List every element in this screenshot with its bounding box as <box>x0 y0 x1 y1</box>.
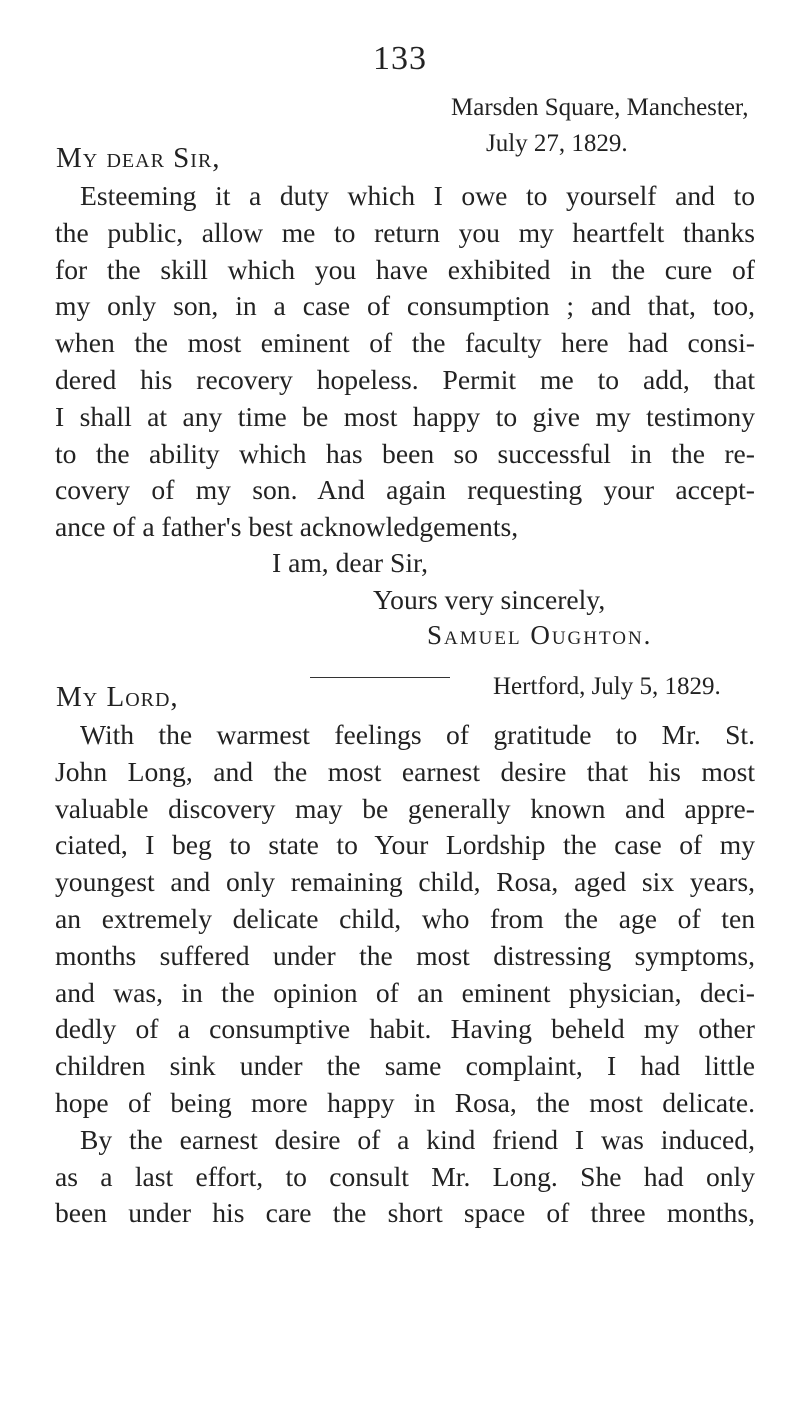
letter-one-closing-1: I am, dear Sir, <box>272 547 428 578</box>
letter-one-salutation: My dear Sir, <box>56 142 221 174</box>
letter-two-line: By the earnest desire of a kind friend I was induced, <box>80 1123 755 1155</box>
letter-two-line: months suffered under the most distressing symptoms, <box>55 939 755 971</box>
letter-two-line: children sink under the same complaint, I had little <box>55 1050 755 1082</box>
letter-one-line: my only son, in a case of consumption ; and that, too, <box>55 290 755 322</box>
letter-one-date: July 27, 1829. <box>486 130 628 157</box>
page-number: 133 <box>373 40 427 77</box>
letter-two-body <box>55 717 755 1232</box>
letter-one-line: when the most eminent of the faculty here had consi- <box>55 327 755 359</box>
letter-two-line: With the warmest feelings of gratitude to Mr. St. <box>80 719 755 750</box>
letter-one-body <box>55 178 755 546</box>
letter-two-line: as a last effort, to consult Mr. Long. She had only <box>55 1160 755 1192</box>
letter-one-line: to the ability which has been so successful in the re- <box>55 437 755 469</box>
letter-one-line: dered his recovery hopeless. Permit me to add, that <box>55 363 755 395</box>
letter-two-line: dedly of a consumptive habit. Having beheld my other <box>55 1013 755 1045</box>
section-divider <box>310 677 450 678</box>
letter-one-line: covery of my son. And again requesting your accept- <box>55 474 755 506</box>
letter-one-address: Marsden Square, Manchester, <box>451 94 749 121</box>
letter-one-signature: Samuel Oughton. <box>427 620 653 650</box>
letter-two-line: and was, in the opinion of an eminent physician, deci- <box>55 976 755 1008</box>
letter-one-line: Esteeming it a duty which I owe to yourself and to <box>80 180 755 211</box>
letter-one-line: for the skill which you have exhibited in the cure of <box>55 253 755 285</box>
letter-two-line: hope of being more happy in Rosa, the most delicate. <box>55 1086 755 1118</box>
letter-one-line: the public, allow me to return you my heartfelt thanks <box>55 216 755 248</box>
letter-two-salutation: My Lord, <box>56 681 179 713</box>
letter-two-line: valuable discovery may be generally known and appre- <box>55 792 755 824</box>
letter-two-line: an extremely delicate child, who from the age of ten <box>55 902 755 934</box>
letter-two-line: been under his care the short space of three months, <box>55 1197 755 1229</box>
letter-two-line: ciated, I beg to state to Your Lordship the case of my <box>55 829 755 861</box>
letter-two-line: youngest and only remaining child, Rosa, aged six years, <box>55 866 755 898</box>
letter-one-line: ance of a father's best acknowledgements, <box>55 511 519 543</box>
letter-one-closing-2: Yours very sincerely, <box>373 584 606 615</box>
letter-two-line: John Long, and the most earnest desire that his most <box>55 755 755 787</box>
letter-two-date: Hertford, July 5, 1829. <box>493 673 721 700</box>
letter-one-line: I shall at any time be most happy to give my testimony <box>55 400 755 432</box>
